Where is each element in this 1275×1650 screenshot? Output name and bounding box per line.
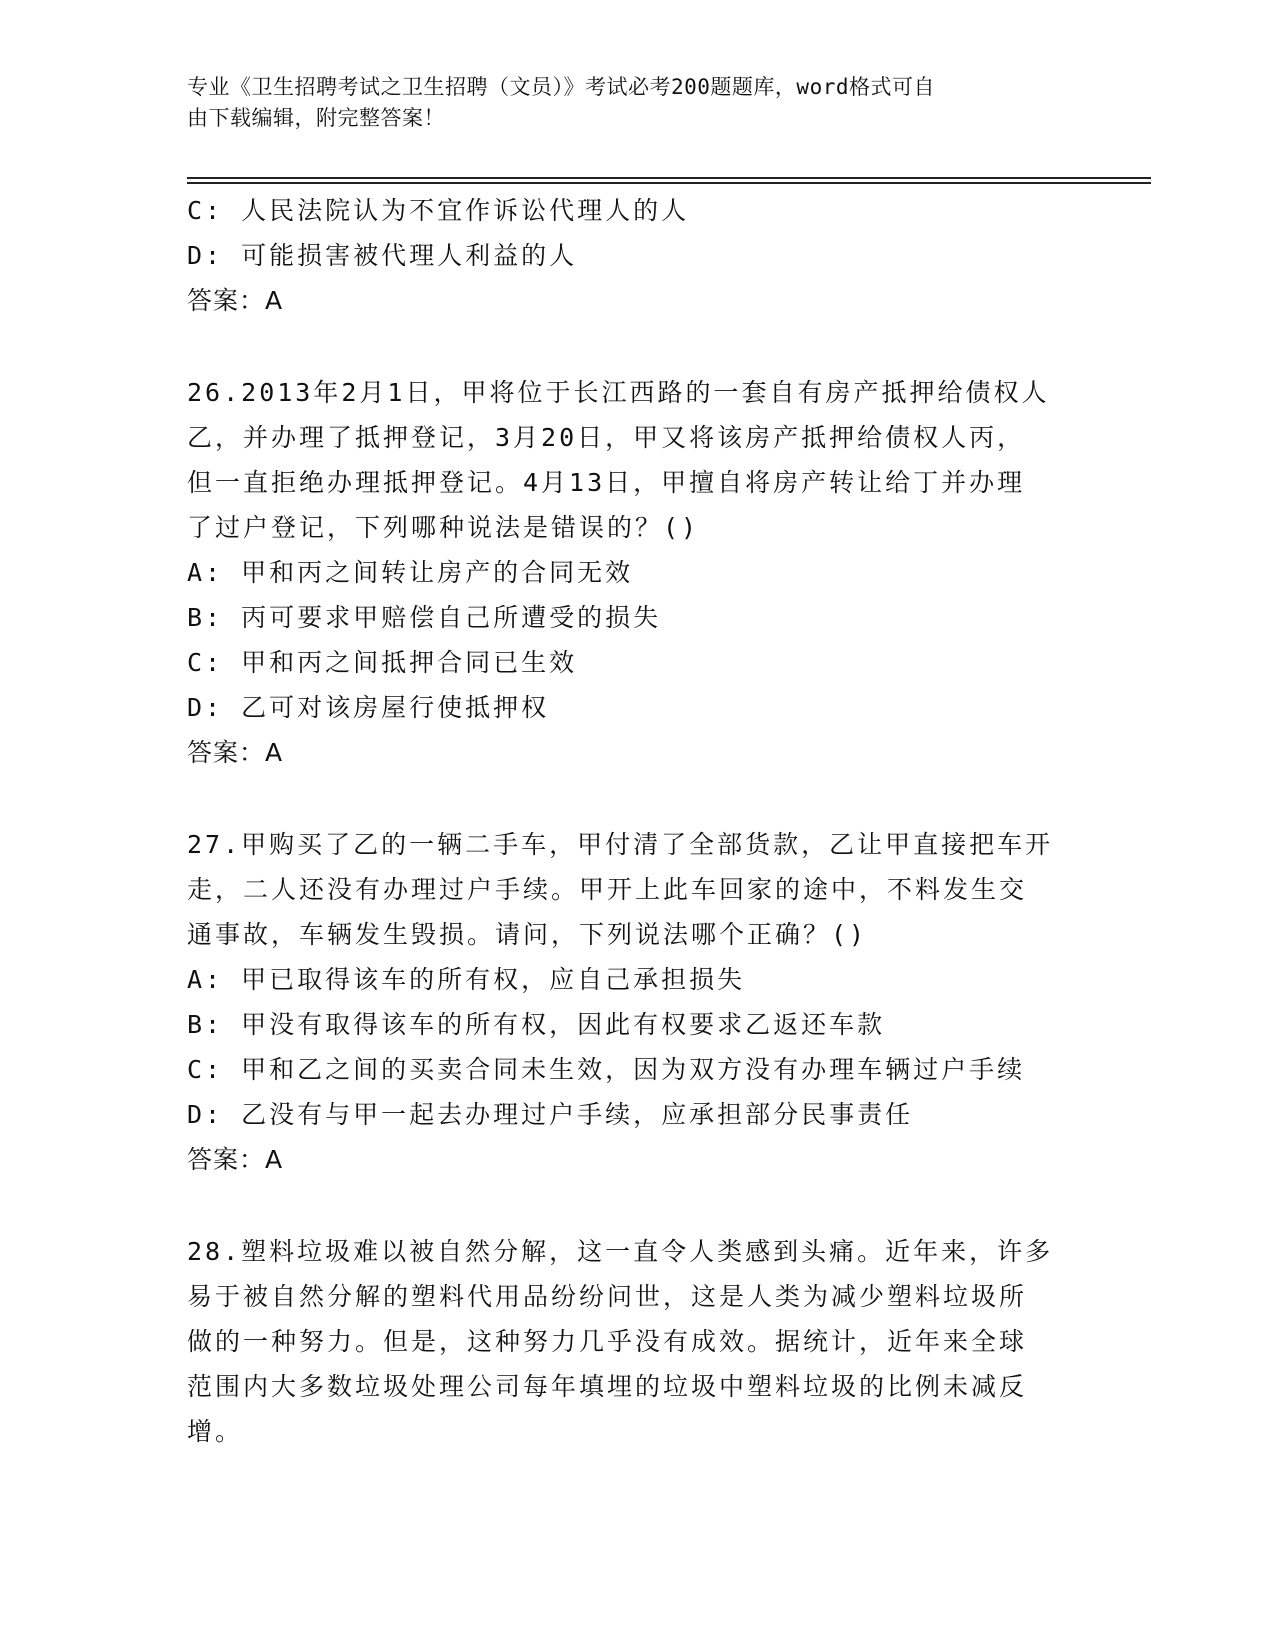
answer-line: 答案：A — [187, 1145, 284, 1174]
document-header — [187, 72, 1067, 134]
question-stem-line: 增。 — [187, 1417, 244, 1446]
header-divider-top — [187, 177, 1151, 179]
option-c: C: 人民法院认为不宜作诉讼代理人的人 — [187, 196, 690, 225]
option-a: A: 甲和丙之间转让房产的合同无效 — [187, 558, 634, 587]
spacer — [187, 775, 1087, 822]
question-stem-line: 28.塑料垃圾难以被自然分解，这一直令人类感到头痛。近年来，许多 — [187, 1237, 1054, 1266]
question-stem-line: 范围内大多数垃圾处理公司每年填埋的垃圾中塑料垃圾的比例未减反 — [187, 1372, 1028, 1401]
question-stem-line: 27.甲购买了乙的一辆二手车，甲付清了全部货款，乙让甲直接把车开 — [187, 830, 1054, 859]
option-b: B: 丙可要求甲赔偿自己所遭受的损失 — [187, 603, 662, 632]
option-d: D: 可能损害被代理人利益的人 — [187, 241, 578, 270]
option-a: A: 甲已取得该车的所有权，应自己承担损失 — [187, 965, 746, 994]
question-26 — [187, 370, 1087, 775]
question-stem-line: 易于被自然分解的塑料代用品纷纷问世，这是人类为减少塑料垃圾所 — [187, 1282, 1028, 1311]
question-27 — [187, 822, 1087, 1182]
option-b: B: 甲没有取得该车的所有权，因此有权要求乙返还车款 — [187, 1010, 886, 1039]
spacer — [187, 323, 1087, 370]
option-c: C: 甲和乙之间的买卖合同未生效，因为双方没有办理车辆过户手续 — [187, 1055, 1026, 1084]
question-stem-line: 了过户登记，下列哪种说法是错误的？() — [187, 513, 700, 542]
question-stem-line: 乙，并办理了抵押登记，3月20日，甲又将该房产抵押给债权人丙， — [187, 423, 1026, 452]
option-d: D: 乙没有与甲一起去办理过户手续，应承担部分民事责任 — [187, 1100, 914, 1129]
question-stem-line: 走，二人还没有办理过户手续。甲开上此车回家的途中，不料发生交 — [187, 875, 1028, 904]
option-d: D: 乙可对该房屋行使抵押权 — [187, 693, 550, 722]
question-28 — [187, 1229, 1087, 1454]
question-stem-line: 但一直拒绝办理抵押登记。4月13日，甲擅自将房产转让给丁并办理 — [187, 468, 1026, 497]
question-25-tail — [187, 188, 1087, 323]
header-line-2: 由下载编辑，附完整答案！ — [187, 106, 445, 130]
option-c: C: 甲和丙之间抵押合同已生效 — [187, 648, 578, 677]
document-body — [187, 188, 1087, 1454]
question-stem-line: 做的一种努力。但是，这种努力几乎没有成效。据统计，近年来全球 — [187, 1327, 1028, 1356]
spacer — [187, 1182, 1087, 1229]
header-divider-bottom — [187, 182, 1151, 184]
header-line-1: 专业《卫生招聘考试之卫生招聘（文员）》考试必考200题题库，word格式可自 — [187, 75, 935, 99]
answer-line: 答案：A — [187, 738, 284, 767]
answer-line: 答案：A — [187, 286, 284, 315]
question-stem-line: 26.2013年2月1日，甲将位于长江西路的一套自有房产抵押给债权人 — [187, 378, 1050, 407]
question-stem-line: 通事故，车辆发生毁损。请问，下列说法哪个正确？() — [187, 920, 868, 949]
